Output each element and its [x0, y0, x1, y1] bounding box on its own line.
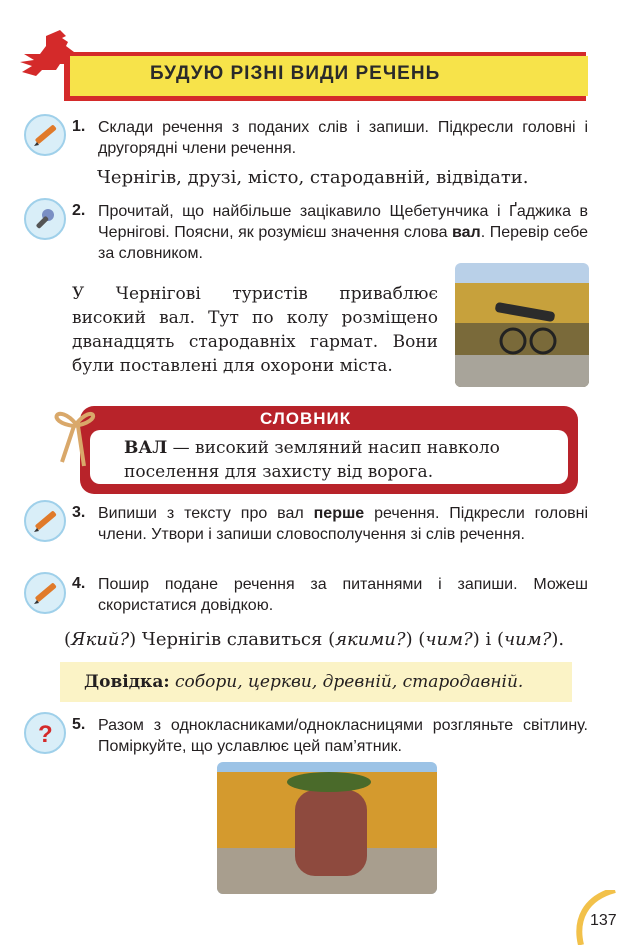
hint-text	[84, 670, 574, 694]
task-4-text: Пошир подане речення за питаннями і запиши. Можеш скористатися довідкою.	[98, 576, 588, 614]
reading-text: У Чернігові туристів приваблює високий вал. Тут по колу розміщено дванадцять стародавніх гармат. Вони були поставлені для охорони міста.	[72, 284, 438, 376]
sentence-to-expand: (Який?) Чернігів славиться (якими?) (чим?) і (чим?).	[64, 629, 565, 650]
task-3-text	[98, 503, 588, 545]
monument-photo	[217, 762, 437, 894]
dictionary-term: ВАЛ	[124, 438, 168, 458]
task-number-2: 2.	[72, 202, 86, 219]
cannon-photo	[455, 263, 589, 387]
sentence-conj: і	[479, 629, 497, 650]
task-2-text	[98, 201, 588, 264]
task-number-4: 4.	[72, 575, 86, 592]
task-1-words: Чернігів, друзі, місто, стародавній, відвідати.	[97, 167, 529, 188]
dictionary-definition-text: — високий земляний насип навколо поселення для захисту від ворога.	[124, 438, 500, 482]
page-title: БУДУЮ РІЗНІ ВИДИ РЕЧЕНЬ	[150, 63, 441, 84]
hint-words: собори, церкви, древній, стародавній.	[169, 672, 524, 692]
task-number-5: 5.	[72, 716, 86, 733]
task-5-text: Разом з однокласниками/однокласницями розгляньте світлину. Поміркуйте, що уславлює цей пам’ятник.	[98, 717, 588, 755]
task-2-bold-word: вал	[452, 224, 481, 241]
task-2-text-b: . Перевір себе за словником.	[98, 224, 589, 262]
task-3-text-b: речення. Підкресли головні члени. Утвори і запиши словосполучення зі слів речення.	[98, 505, 589, 543]
question-3: чим?	[425, 629, 473, 650]
pencil-icon	[24, 500, 66, 542]
task-1-text: Склади речення з поданих слів і запиши. Підкресли головні і другорядні члени речення.	[98, 119, 588, 157]
microphone-icon	[24, 198, 66, 240]
task-number-1: 1.	[72, 118, 86, 135]
pencil-icon	[24, 114, 66, 156]
dictionary-title: СЛОВНИК	[260, 409, 352, 428]
ribbon-icon	[44, 402, 108, 472]
page-number: 137	[590, 912, 617, 929]
question-1: Який?	[71, 629, 130, 650]
question-4: чим?	[503, 629, 552, 650]
sentence-main: Чернігів славиться	[136, 629, 329, 650]
svg-text:?: ?	[38, 721, 53, 748]
question-mark-icon	[24, 712, 66, 754]
task-2-text-a: Прочитай, що найбільше зацікавило Щебетунчика і Ґаджика в Чернігові. Поясни, як розумієш значення слова	[98, 203, 588, 241]
pencil-icon	[24, 572, 66, 614]
task-3-bold-word: перше	[313, 505, 365, 522]
task-3-text-a: Випиши з тексту про вал	[98, 505, 314, 522]
dictionary-definition	[124, 436, 558, 484]
question-2: якими?	[335, 629, 406, 650]
task-number-3: 3.	[72, 504, 86, 521]
hint-label: Довідка:	[84, 672, 170, 692]
